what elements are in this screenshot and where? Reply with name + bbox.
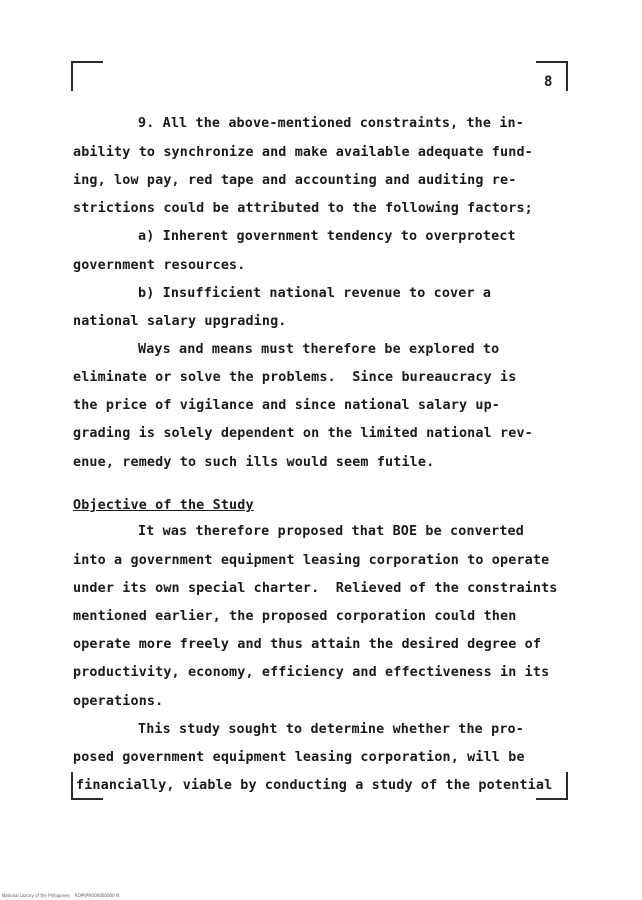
paragraph-line: This study sought to determine whether the pro- bbox=[138, 722, 524, 737]
paragraph-line: posed government equipment leasing corporation, will be bbox=[73, 750, 525, 765]
paragraph-line: national salary upgrading. bbox=[73, 314, 287, 329]
paragraph-line: strictions could be attributed to the following factors; bbox=[73, 201, 533, 216]
paragraph-line: mentioned earlier, the proposed corporation could then bbox=[73, 609, 517, 624]
paragraph-line: financially, viable by conducting a study of the potential bbox=[76, 778, 553, 793]
paragraph-line: productivity, economy, efficiency and effectiveness in its bbox=[73, 665, 550, 680]
paragraph-line: 9. All the above-mentioned constraints, the in- bbox=[138, 116, 524, 131]
paragraph-line: under its own special charter. Relieved of the constraints bbox=[73, 581, 558, 596]
section-heading: Objective of the Study bbox=[73, 498, 254, 513]
crop-mark-bottom-left-h bbox=[71, 798, 103, 800]
paragraph-line: operations. bbox=[73, 694, 164, 709]
crop-mark-top-left-h bbox=[71, 61, 103, 63]
paragraph-line: ing, low pay, red tape and accounting and auditing re- bbox=[73, 173, 517, 188]
paragraph-line: government resources. bbox=[73, 258, 246, 273]
paragraph-line: grading is solely dependent on the limited national rev- bbox=[73, 426, 533, 441]
paragraph-line: operate more freely and thus attain the desired degree of bbox=[73, 637, 542, 652]
paragraph-line: the price of vigilance and since national salary up- bbox=[73, 398, 501, 413]
paragraph-line: a) Inherent government tendency to overprotect bbox=[138, 229, 516, 244]
crop-mark-top-right-v bbox=[566, 61, 568, 91]
footer-caption: National Library of the Philippines ROPRPRO00000000 lit bbox=[2, 893, 120, 898]
crop-mark-top-right-h bbox=[536, 61, 568, 63]
paragraph-line: enue, remedy to such ills would seem futile. bbox=[73, 455, 435, 470]
paragraph-line: into a government equipment leasing corporation to operate bbox=[73, 553, 550, 568]
paragraph-line: b) Insufficient national revenue to cover a bbox=[138, 286, 492, 301]
paragraph-line: ability to synchronize and make available adequate fund- bbox=[73, 145, 533, 160]
paragraph-line: It was therefore proposed that BOE be converted bbox=[138, 524, 524, 539]
page-number: 8 bbox=[544, 74, 553, 90]
crop-mark-bottom-right-v bbox=[566, 772, 568, 800]
crop-mark-top-left-v bbox=[71, 61, 73, 91]
crop-mark-bottom-left-v bbox=[71, 772, 73, 800]
paragraph-line: Ways and means must therefore be explored to bbox=[138, 342, 500, 357]
crop-mark-bottom-right-h bbox=[536, 798, 568, 800]
paragraph-line: eliminate or solve the problems. Since bureaucracy is bbox=[73, 370, 517, 385]
